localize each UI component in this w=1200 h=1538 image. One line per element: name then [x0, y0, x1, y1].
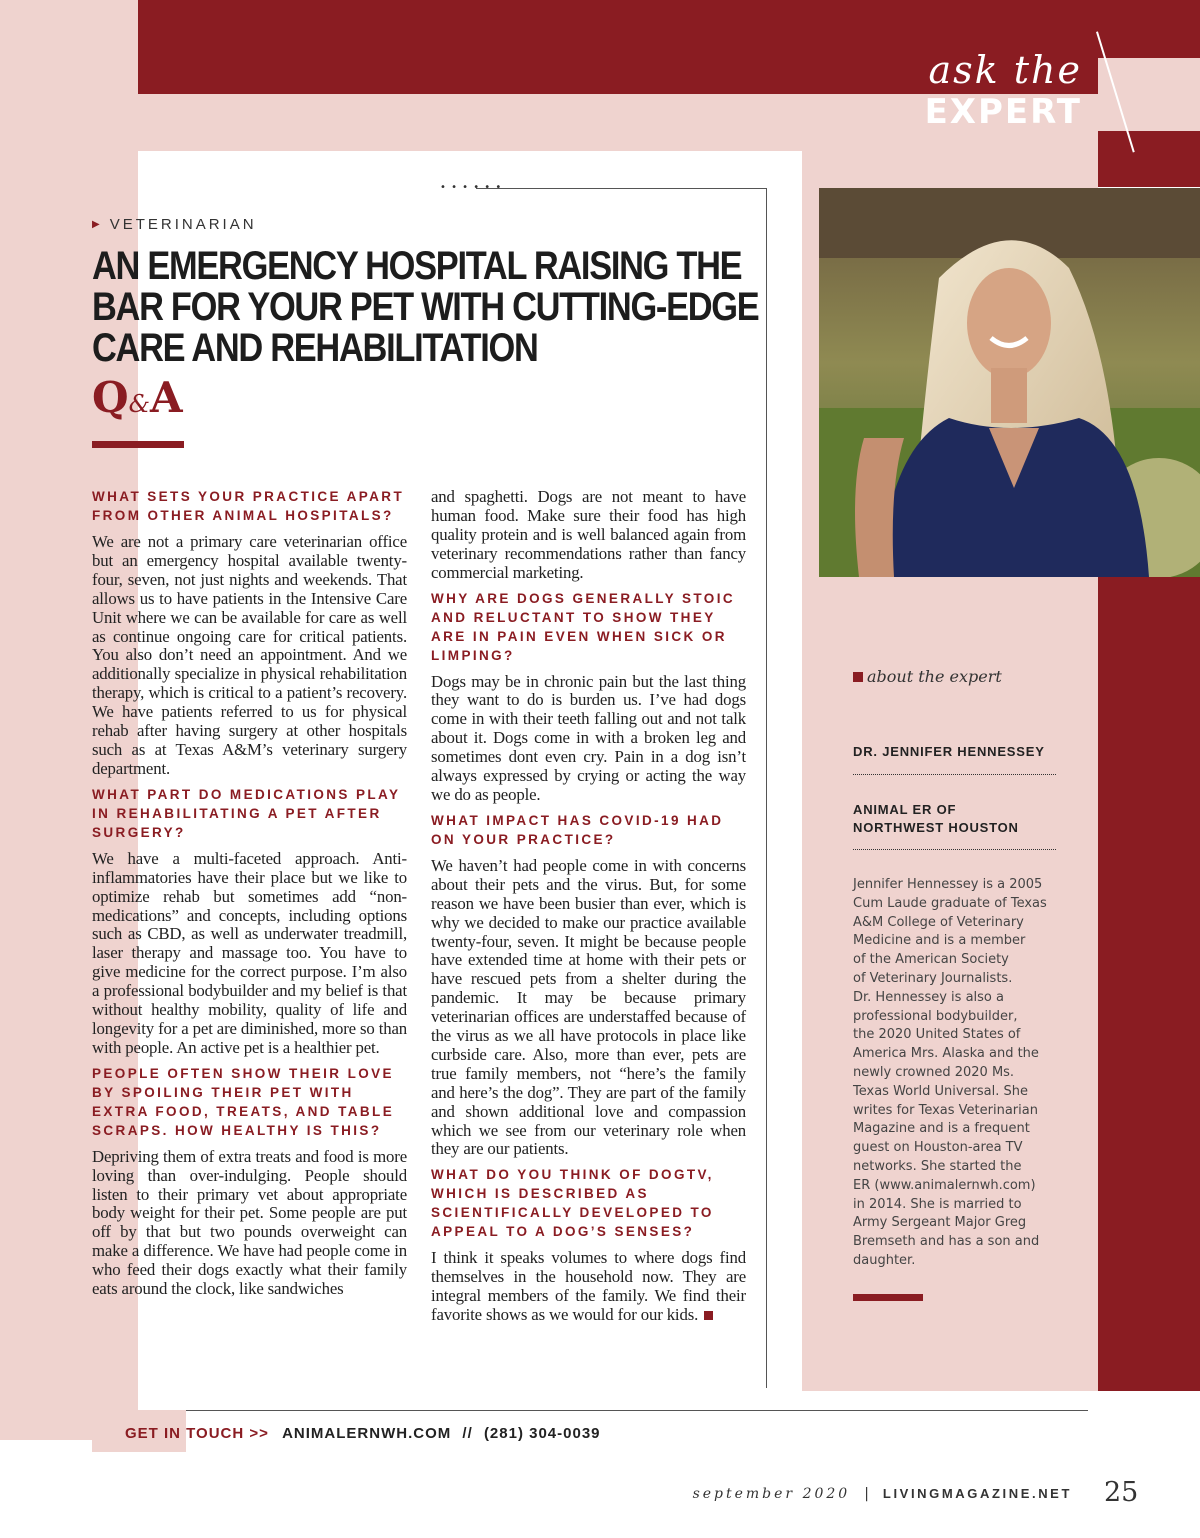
bio-line: Texas World Universal. She [853, 1083, 1028, 1099]
frame-top-line [476, 188, 766, 189]
org-line: ANIMAL ER OF [853, 802, 957, 817]
get-in-touch-label: GET IN TOUCH >> [125, 1425, 269, 1442]
question-heading: WHAT PART DO MEDICATIONS PLAY IN REHABILITATING A PET AFTER SURGERY? [92, 786, 401, 840]
footer-phone: (281) 304-0039 [483, 1425, 601, 1442]
footer-rule [92, 1410, 1088, 1411]
square-bullet-icon [853, 672, 863, 682]
bio-line: America Mrs. Alaska and the [853, 1046, 1039, 1062]
section-title-ask-the: ask the [928, 48, 1082, 92]
article-column-2 [431, 488, 746, 1331]
answer-paragraph: Dogs may be in chronic pain but the last thing they want to do is burden us. I’ve had dogs come in with their teeth falling out and not talk about it. Dogs come in with a broken leg and sometimes dont even cry. Pain in a dog isn’t always expressed by crying or acting the way we do as people. [431, 671, 746, 804]
dotted-divider [853, 774, 1056, 775]
headline-line: CARE AND REHABILITATION [92, 326, 538, 370]
folio-separator: | [864, 1486, 869, 1502]
answer-paragraph: We haven’t had people come in with concerns about their pets and the virus. But, for some reason we have been busier than ever, which is why we decided to make our practice available twenty-four, seven. It might be because people have extended time at home with their pets or have rescued pets from a shelter during the pandemic. It may be because primary veterinarian offices are understaffed because of the virus as we all have protocols in place like curbside care. Also, more than ever, pets are true family members, not “here’s the family and here’s the dog”. They are part of the family and shown additional love and compassion which we see from our veterinary role when they are our patients. [431, 855, 746, 1159]
bio-line: the 2020 United States of [853, 1027, 1021, 1043]
qa-mark-amp: & [128, 390, 150, 418]
page-number: 25 [1104, 1477, 1139, 1508]
bio-line: Bremseth and has a son and [853, 1234, 1040, 1250]
answer-paragraph: Depriving them of extra treats and food is more loving than over-indulging. People should listen to their primary vet about appropriate body weight for their pet. Some people are put off by that but two pounds overweight can make a difference. We have had people come in who feed their dogs exactly what their family eats around the clock, like sandwiches [92, 1146, 407, 1299]
question-heading: WHAT DO YOU THINK OF DOGTV, WHICH IS DESCRIBED AS SCIENTIFICALLY DEVELOPED TO APPEAL TO A DOG’S SENSES? [431, 1167, 714, 1240]
bio-line: Medicine and is a member [853, 933, 1026, 949]
about-label-text: about the expert [867, 667, 1002, 686]
org-line: NORTHWEST HOUSTON [853, 820, 1019, 835]
page-folio [693, 1486, 1072, 1502]
answer-paragraph-final [431, 1249, 746, 1325]
article-headline [92, 244, 759, 370]
answer-paragraph: We have a multi-faceted approach. Anti-inflammatories have their place but we like to optimize rehab but sometimes add “non-medications” and concepts, including options such as CBD, as well as underwater treadmill, laser therapy and massage too. You have to give medicine for the correct purpose. I’m also a professional bodybuilder and my belief is that without healthy mobility, quality of life and longevity for a pet are diminished, more so than with people. An active pet is a healthier pet. [92, 848, 407, 1057]
question-heading: WHAT IMPACT HAS COVID-19 HAD ON YOUR PRACTICE? [431, 812, 724, 847]
footer-separator: // [462, 1425, 473, 1442]
magazine-site: LIVINGMAGAZINE.NET [882, 1486, 1072, 1501]
bio-line: writes for Texas Veterinarian [853, 1102, 1038, 1118]
question-heading: PEOPLE OFTEN SHOW THEIR LOVE BY SPOILING THEIR PET WITH EXTRA FOOD, TREATS, AND TABLE SCRAPS. HOW HEALTHY IS THIS? [92, 1065, 395, 1138]
expert-organization [853, 801, 1019, 837]
question-heading: WHY ARE DOGS GENERALLY STOIC AND RELUCTANT TO SHOW THEY ARE IN PAIN EVEN WHEN SICK OR LIMPING? [431, 590, 735, 663]
qa-mark-a: A [149, 373, 183, 422]
headline-red-rule [92, 441, 184, 448]
answer-paragraph-continued: and spaghetti. Dogs are not meant to have human food. Make sure their food has high quality protein and is well balanced again from veterinary recommendations rather than fancy commercial marketing. [431, 487, 746, 582]
bio-line: Cum Laude graduate of Texas [853, 895, 1047, 911]
question-heading: WHAT SETS YOUR PRACTICE APART FROM OTHER ANIMAL HOSPITALS? [92, 489, 405, 523]
bio-line: Army Sergeant Major Greg [853, 1215, 1027, 1231]
about-the-expert-label [853, 667, 1002, 686]
expert-portrait-photo [819, 188, 1200, 577]
right-red-block [1098, 577, 1200, 1391]
qa-mark-q: Q [92, 373, 129, 422]
answer-paragraph: We are not a primary care veterinarian office but an emergency hospital available twenty-four, seven, not just nights and weekends. That allows us to have patients in the Intensive Care Unit where we can be available for care as well as continue ongoing care for critical patients. You also don’t need an appointment. And we additionally specialize in physical rehabilitation therapy, which is critical to a patient’s recovery. We have patients referred to us for physical rehab after having surgery at other hospitals such as at Texas A&M’s veterinary surgery department. [92, 532, 407, 778]
kicker-label: VETERINARIAN [109, 216, 257, 233]
ask-the-expert-panel [1098, 58, 1200, 131]
footer-contact [125, 1425, 601, 1442]
sidebar-red-rule [853, 1294, 923, 1301]
dotted-divider [853, 849, 1056, 850]
expert-bio [853, 876, 1068, 1271]
headline-line: BAR FOR YOUR PET WITH CUTTING-EDGE [92, 285, 759, 329]
bio-line: newly crowned 2020 Ms. [853, 1064, 1015, 1080]
frame-right-line [766, 188, 767, 1388]
bio-line: professional bodybuilder, [853, 1008, 1018, 1024]
bio-line: daughter. [853, 1252, 916, 1268]
bio-line: networks. She started the [853, 1158, 1022, 1174]
issue-date: september 2020 [692, 1486, 851, 1502]
qa-mark [92, 373, 183, 422]
bio-line: Jennifer Hennessey is a 2005 [853, 877, 1043, 892]
section-title-expert: EXPERT [924, 92, 1082, 132]
headline-line: AN EMERGENCY HOSPITAL RAISING THE [92, 244, 742, 288]
bio-line: of the American Society [853, 952, 1009, 968]
kicker-category [92, 216, 257, 233]
bio-line: A&M College of Veterinary [853, 914, 1024, 930]
bio-line: guest on Houston-area TV [853, 1140, 1023, 1156]
bio-line: Magazine and is a frequent [853, 1121, 1030, 1137]
bio-line: Dr. Hennessey is also a [853, 989, 1004, 1005]
footer-website-link[interactable]: ANIMALERNWH.COM [282, 1425, 452, 1442]
bio-line: ER (www.animalernwh.com) [853, 1177, 1036, 1193]
end-mark-icon [704, 1311, 713, 1320]
bio-line: of Veterinary Journalists. [853, 970, 1013, 986]
answer-text: I think it speaks volumes to where dogs find themselves in the household now. They are integral members of the family. We find their favorite shows as we would for our kids. [431, 1248, 746, 1325]
bio-line: in 2014. She is married to [853, 1196, 1022, 1212]
frame-dots: • • • • • • [440, 182, 503, 193]
kicker-arrow-icon: ▶ [92, 219, 100, 230]
article-column-1 [92, 487, 407, 1305]
expert-name: DR. JENNIFER HENNESSEY [853, 744, 1045, 759]
